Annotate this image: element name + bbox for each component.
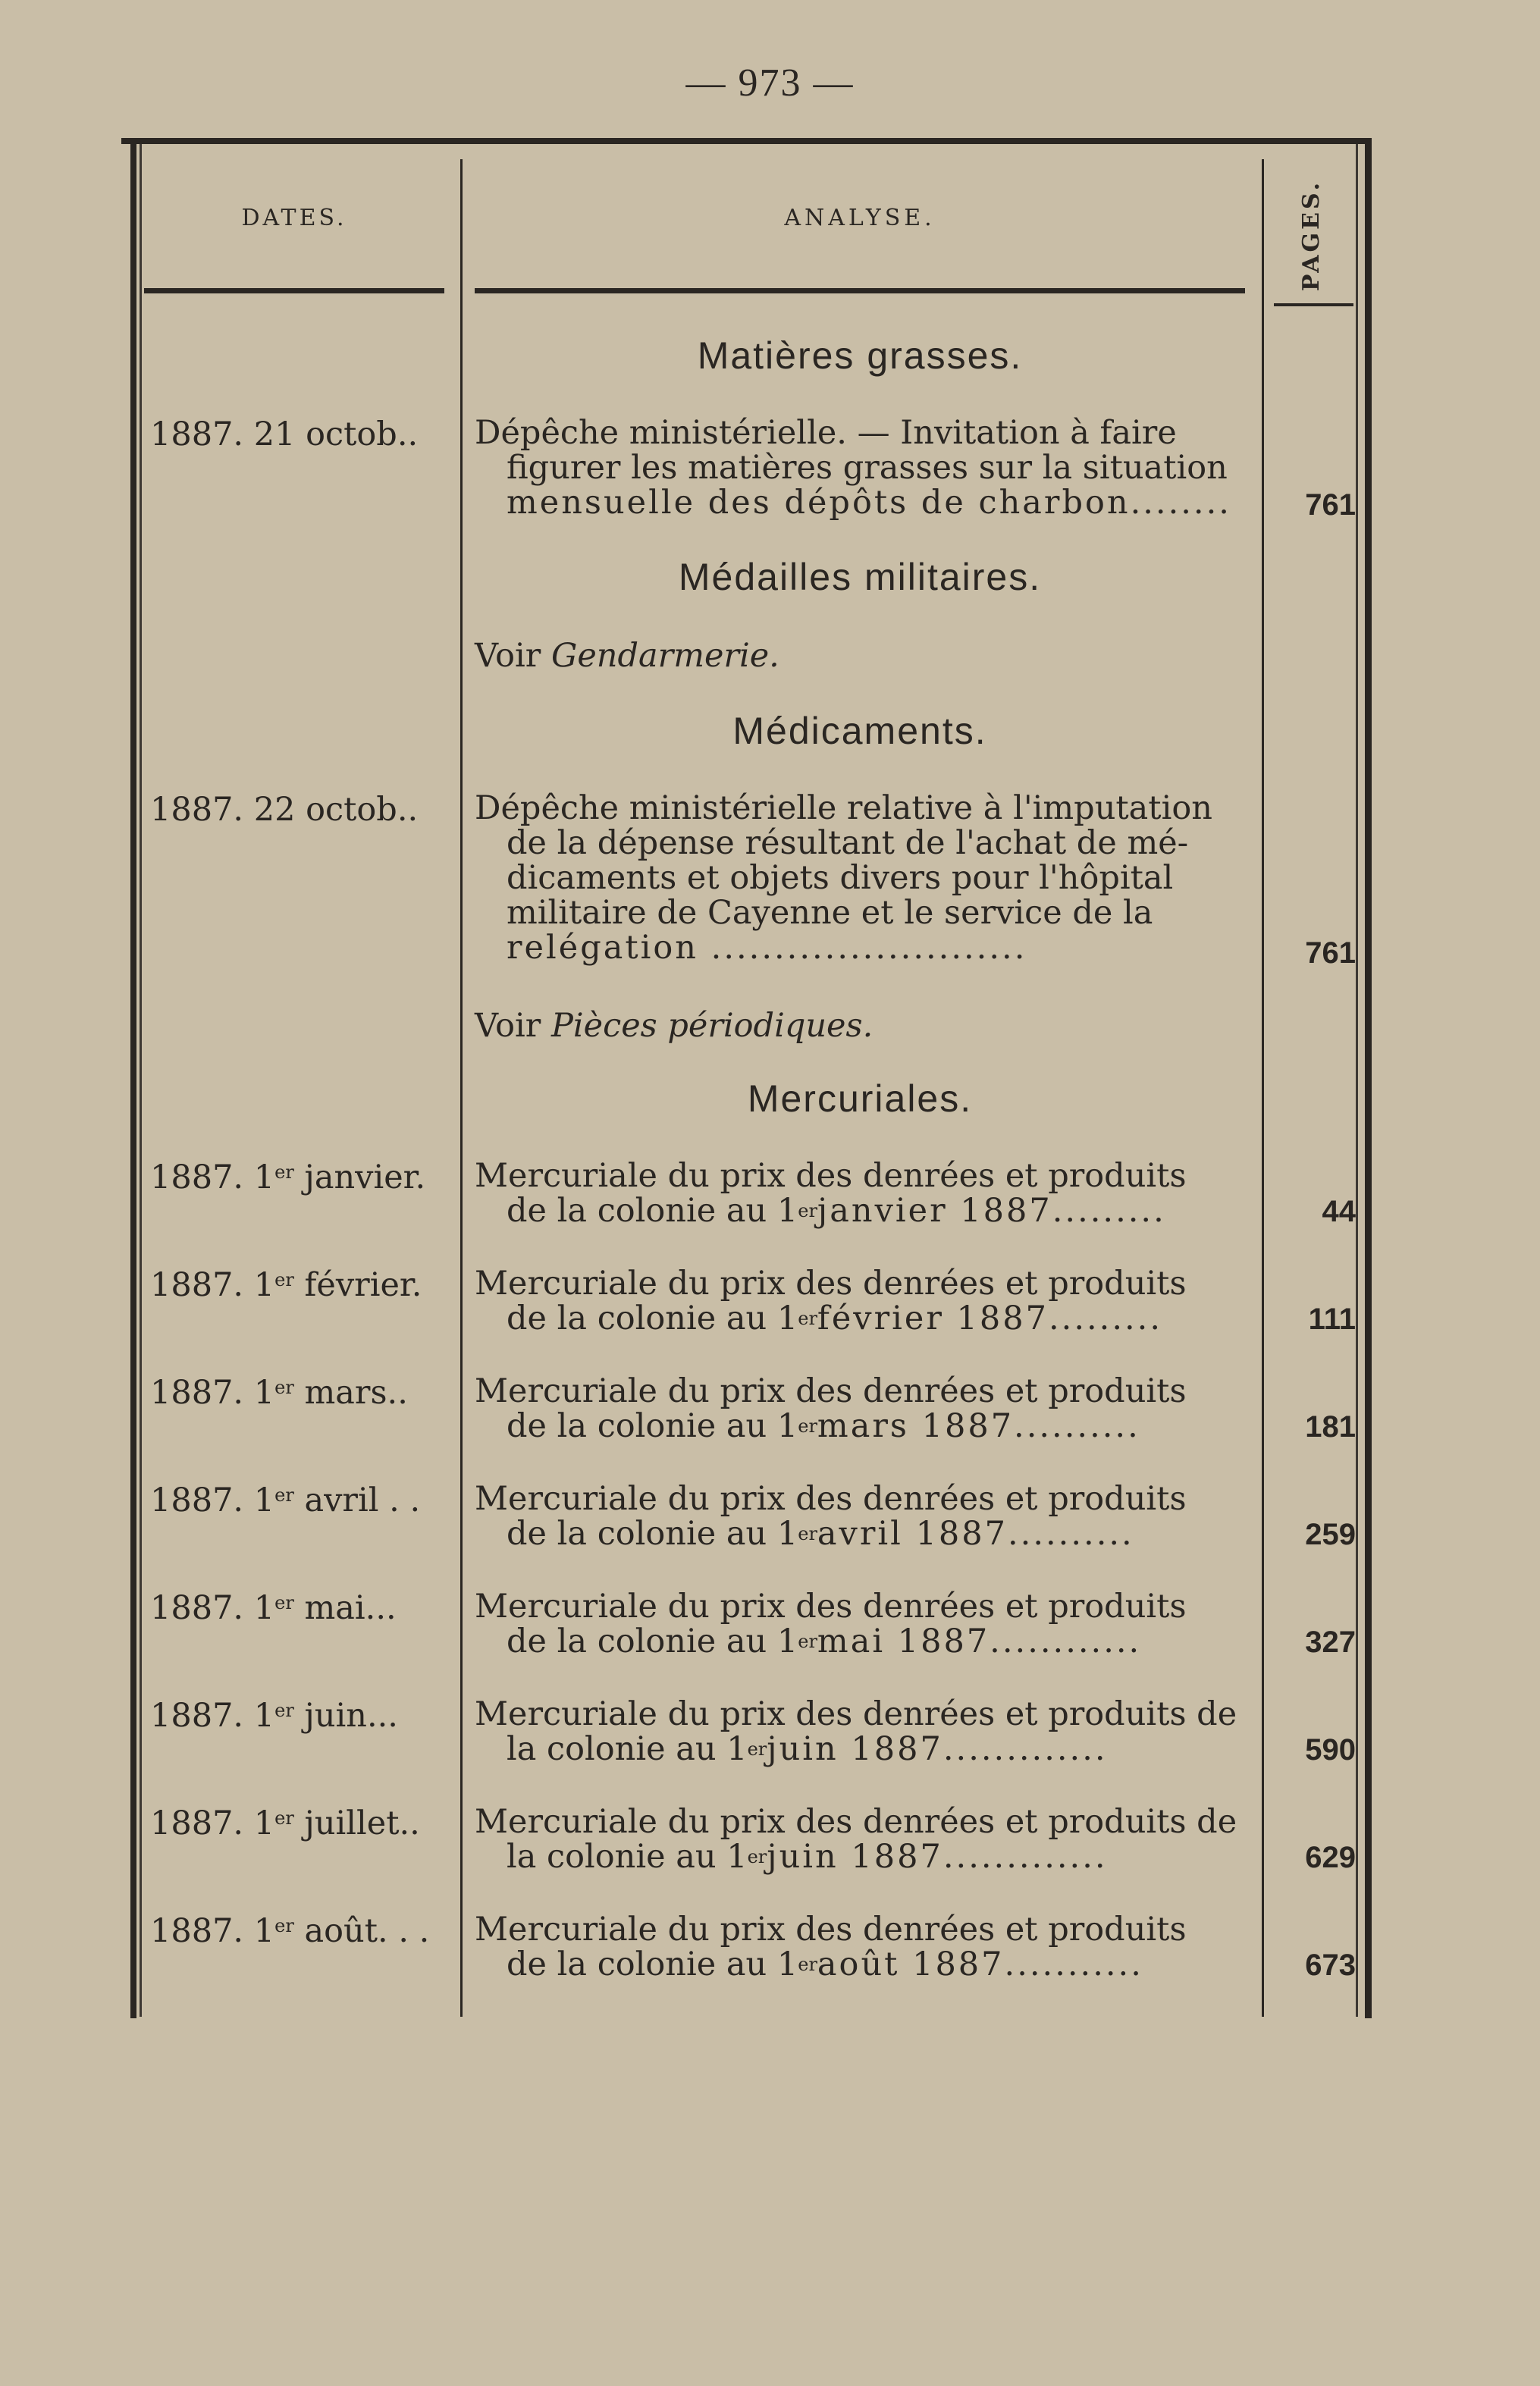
entry-line-text: février 1887......... xyxy=(817,1300,1163,1337)
entry-date-text: 1887. 1 xyxy=(150,1912,275,1950)
section-title-matieres-grasses: Matières grasses. xyxy=(697,334,1023,377)
entry-date-text: 1887. 1 xyxy=(150,1589,275,1627)
entry-line: figurer les matières grasses sur la situation xyxy=(507,449,1228,487)
entry-line-text: avril 1887.......... xyxy=(817,1515,1134,1553)
entry-date-text: mars.. xyxy=(293,1374,408,1412)
entry-date-text: mai... xyxy=(293,1589,397,1627)
analyse-header-rule xyxy=(475,288,1245,293)
superscript: er xyxy=(798,1308,817,1329)
column-header-analyse: ANALYSE. xyxy=(784,205,936,231)
entry-line-text: juin 1887............. xyxy=(767,1730,1108,1768)
superscript: er xyxy=(747,1739,767,1760)
entry-description xyxy=(475,415,1256,520)
entry-line: militaire de Cayenne et le service de la xyxy=(507,894,1153,932)
superscript: er xyxy=(274,1269,294,1290)
entry-description xyxy=(475,1374,1256,1444)
entry-line xyxy=(475,1516,1256,1551)
superscript: er xyxy=(274,1377,294,1398)
see-also-note xyxy=(475,1007,873,1045)
entry-page-ref: 327 xyxy=(1305,1626,1356,1659)
superscript: er xyxy=(274,1700,294,1721)
see-also-reference: Pièces périodiques. xyxy=(550,1007,874,1045)
entry-line-text: mai 1887............ xyxy=(817,1623,1142,1660)
see-also-label: Voir xyxy=(475,1007,541,1045)
entry-page-ref: 259 xyxy=(1305,1518,1356,1551)
superscript: er xyxy=(798,1631,817,1652)
entry-line-text: de la colonie au 1 xyxy=(507,1623,798,1660)
entry-description xyxy=(475,1589,1256,1659)
entry-page-ref: 761 xyxy=(1305,488,1356,522)
entry-date-text: août. . . xyxy=(293,1912,430,1950)
entry-line: de la dépense résultant de l'achat de mé- xyxy=(507,824,1189,862)
entry-description xyxy=(475,1159,1256,1228)
see-also-label: Voir xyxy=(475,637,541,675)
entry-line xyxy=(475,1193,1256,1228)
entry-description xyxy=(475,1266,1256,1336)
entry-date xyxy=(150,1912,457,1950)
entry-page-ref: 181 xyxy=(1305,1410,1356,1444)
entry-line-text: juin 1887............. xyxy=(767,1838,1108,1876)
entry-date-text: février. xyxy=(293,1266,422,1304)
entry-date-text: 1887. 1 xyxy=(150,1266,275,1304)
superscript: er xyxy=(747,1846,767,1867)
entry-date xyxy=(150,1159,457,1196)
entry-page-ref: 44 xyxy=(1322,1195,1356,1228)
entry-description xyxy=(475,791,1256,965)
table-top-rule xyxy=(121,138,1371,144)
entry-date xyxy=(150,1804,457,1842)
entry-line xyxy=(475,1409,1256,1444)
entry-date-text: janvier. xyxy=(293,1159,426,1196)
entry-line: relégation ......................... xyxy=(507,929,1027,967)
entry-date xyxy=(150,1481,457,1519)
entry-date-text: 1887. 1 xyxy=(150,1374,275,1412)
entry-date-text: avril . . xyxy=(293,1481,421,1519)
entry-date xyxy=(150,1697,457,1735)
entry-page-ref: 673 xyxy=(1305,1949,1356,1982)
entry-description xyxy=(475,1697,1256,1767)
entry-line: Dépêche ministérielle relative à l'imputation xyxy=(475,789,1212,827)
entry-line: Mercuriale du prix des denrées et produits xyxy=(475,1265,1187,1303)
see-also-reference: Gendarmerie. xyxy=(550,637,779,675)
entry-line: Dépêche ministérielle. — Invitation à faire xyxy=(475,414,1177,452)
superscript: er xyxy=(274,1808,294,1829)
entry-description xyxy=(475,1804,1256,1874)
pages-header-rule xyxy=(1274,303,1353,306)
superscript: er xyxy=(274,1162,294,1183)
entry-line xyxy=(475,1732,1256,1767)
entry-date: 1887. 22 octob.. xyxy=(150,791,419,829)
superscript: er xyxy=(798,1523,817,1544)
entry-date-text: 1887. 1 xyxy=(150,1481,275,1519)
entry-line-text: de la colonie au 1 xyxy=(507,1300,798,1337)
entry-line xyxy=(475,1947,1256,1982)
column-header-pages xyxy=(1281,174,1342,296)
entry-date-text: 1887. 1 xyxy=(150,1804,275,1842)
pages-column-divider xyxy=(1262,159,1264,2017)
table-left-border xyxy=(130,138,136,2018)
table-right-border xyxy=(1365,138,1372,2018)
entry-line: Mercuriale du prix des denrées et produits xyxy=(475,1372,1187,1410)
entry-date: 1887. 21 octob.. xyxy=(150,415,419,453)
entry-date-text: juin... xyxy=(293,1697,398,1735)
entry-line: Mercuriale du prix des denrées et produits xyxy=(475,1588,1187,1626)
section-title-medicaments: Médicaments. xyxy=(732,710,987,752)
superscript: er xyxy=(798,1200,817,1221)
entry-description xyxy=(475,1481,1256,1551)
entry-line xyxy=(475,1624,1256,1659)
entry-line-text: de la colonie au 1 xyxy=(507,1515,798,1553)
entry-line: Mercuriale du prix des denrées et produits xyxy=(475,1157,1187,1195)
superscript: er xyxy=(274,1485,294,1506)
superscript: er xyxy=(798,1416,817,1437)
entry-line: Mercuriale du prix des denrées et produits xyxy=(475,1911,1187,1949)
entry-line-text: la colonie au 1 xyxy=(507,1730,748,1768)
entry-date-text: juillet.. xyxy=(293,1804,420,1842)
entry-line xyxy=(475,1839,1256,1874)
column-header-pages-label: PAGES. xyxy=(1298,179,1325,291)
table-left-inner-border xyxy=(140,144,142,2017)
entry-line-text: janvier 1887......... xyxy=(817,1192,1166,1230)
entry-page-ref: 629 xyxy=(1305,1841,1356,1874)
page-number: — 973 — xyxy=(685,61,855,105)
section-title-mercuriales: Mercuriales. xyxy=(747,1077,973,1120)
entry-date-text: 1887. 1 xyxy=(150,1697,275,1735)
entry-line-text: de la colonie au 1 xyxy=(507,1407,798,1445)
dates-header-rule xyxy=(144,288,444,293)
entry-line xyxy=(475,1301,1256,1336)
dates-column-divider xyxy=(460,159,463,2017)
superscript: er xyxy=(798,1954,817,1975)
entry-page-ref: 590 xyxy=(1305,1733,1356,1767)
entry-line-text: la colonie au 1 xyxy=(507,1838,748,1876)
entry-line: Mercuriale du prix des denrées et produits xyxy=(475,1480,1187,1518)
section-title-medailles-militaires: Médailles militaires. xyxy=(678,556,1042,598)
entry-page-ref: 111 xyxy=(1308,1303,1356,1336)
see-also-note xyxy=(475,637,779,675)
entry-date xyxy=(150,1266,457,1304)
entry-page-ref: 761 xyxy=(1305,936,1356,970)
entry-date-text: 1887. 1 xyxy=(150,1159,275,1196)
entry-line: Mercuriale du prix des denrées et produits de xyxy=(475,1803,1237,1841)
entry-line-text: août 1887........... xyxy=(817,1945,1143,1983)
entry-date xyxy=(150,1374,457,1412)
entry-description xyxy=(475,1912,1256,1982)
entry-line: mensuelle des dépôts de charbon........ xyxy=(507,484,1231,522)
entry-date xyxy=(150,1589,457,1627)
entry-line-text: de la colonie au 1 xyxy=(507,1192,798,1230)
entry-line-text: de la colonie au 1 xyxy=(507,1945,798,1983)
table-right-inner-border xyxy=(1356,144,1358,2017)
entry-line: Mercuriale du prix des denrées et produits de xyxy=(475,1695,1237,1733)
superscript: er xyxy=(274,1915,294,1936)
entry-line-text: mars 1887.......... xyxy=(817,1407,1140,1445)
superscript: er xyxy=(274,1592,294,1613)
entry-line: dicaments et objets divers pour l'hôpital xyxy=(507,859,1174,897)
column-header-dates: DATES. xyxy=(241,205,347,231)
